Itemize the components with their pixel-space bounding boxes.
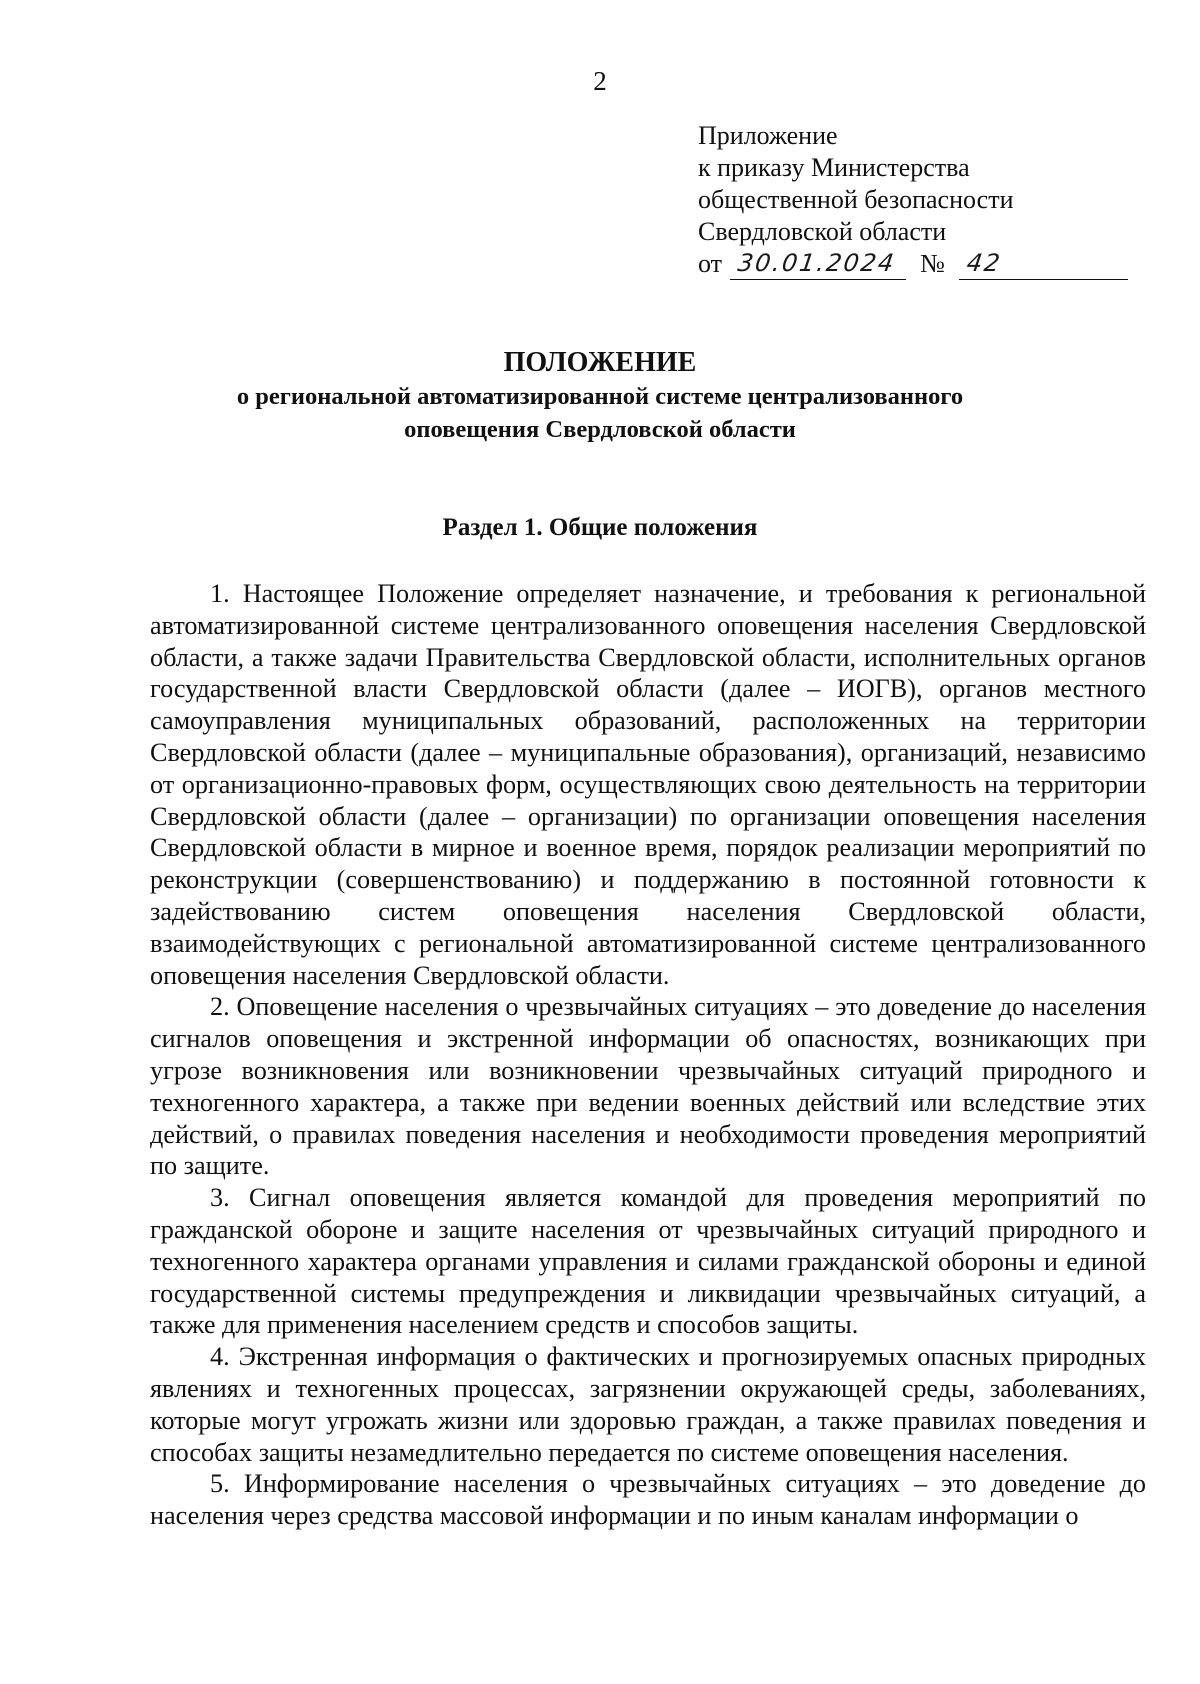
number-blank <box>959 249 1128 280</box>
document-subtitle-line: о региональной автоматизированной системе централизованного <box>236 383 964 410</box>
body-text <box>150 578 1146 1532</box>
order-date-number-line <box>698 248 1128 280</box>
date-prefix: от <box>698 249 723 278</box>
document-title-block <box>0 346 1200 446</box>
appendix-line: Приложение <box>698 121 838 150</box>
page-number: 2 <box>593 66 607 96</box>
date-blank <box>730 249 906 280</box>
appendix-line: общественной безопасности <box>698 185 1014 214</box>
section-heading: Раздел 1. Общие положения <box>442 514 758 541</box>
handwritten-number: 42 <box>964 249 1004 277</box>
number-prefix: № <box>920 249 945 278</box>
paragraph-1: 1. Настоящее Положение определяет назначение, и требования к региональной автоматизированной системе централизованного оповещения населения Свердловской области, а также задачи Правительства Свердловской области, исполнительных органов государственной власти Свердловской области (далее – ИОГВ), органов местного самоуправления муниципальных образований, расположенных на территории Свердловской области (далее – муниципальные образования), организаций, независимо от организационно-правовых форм, осуществляющих свою деятельность на территории Свердловской области (далее – организации) по организации оповещения населения Свердловской области в мирное и военное время, порядок реализации мероприятий по реконструкции (совершенствованию) и поддержанию в постоянной готовности к задействованию систем оповещения населения Свердловской области, взаимодействующих с региональной автоматизированной системе централизованного оповещения населения Свердловской области. <box>150 579 1146 990</box>
document-subtitle-line: оповещения Свердловской области <box>404 416 796 443</box>
paragraph-4: 4. Экстренная информация о фактических и прогнозируемых опасных природных явлениях и техногенных процессах, загрязнении окружающей среды, заболеваниях, которые могут угрожать жизни или здоровью граждан, а также правилах поведения и способах защиты незамедлительно передается по системе оповещения населения. <box>150 1342 1146 1467</box>
paragraph-5: 5. Информирование населения о чрезвычайных ситуациях – это доведение до населения через средства массовой информации и по иным каналам информации о <box>150 1469 1146 1531</box>
appendix-line: Свердловской области <box>698 217 947 246</box>
document-title: ПОЛОЖЕНИЕ <box>503 347 697 378</box>
appendix-line: к приказу Министерства <box>698 153 970 182</box>
paragraph-3: 3. Сигнал оповещения является командой для проведения мероприятий по гражданской обороне и защите населения от чрезвычайных ситуаций природного и техногенного характера органами управления и силами гражданской обороны и единой государственной системы предупреждения и ликвидации чрезвычайных ситуаций, а также для применения населением средств и способов защиты. <box>150 1183 1146 1340</box>
paragraph-2: 2. Оповещение населения о чрезвычайных ситуациях – это доведение до населения сигналов оповещения и экстренной информации об опасностях, возникающих при угрозе возникновения или возникновении чрезвычайных ситуаций природного и техногенного характера, а также при ведении военных действий или вследствие этих действий, о правилах поведения населения и необходимости проведения мероприятий по защите. <box>150 992 1146 1181</box>
handwritten-date: 30.01.2024 <box>736 249 898 277</box>
appendix-block <box>698 120 1128 280</box>
